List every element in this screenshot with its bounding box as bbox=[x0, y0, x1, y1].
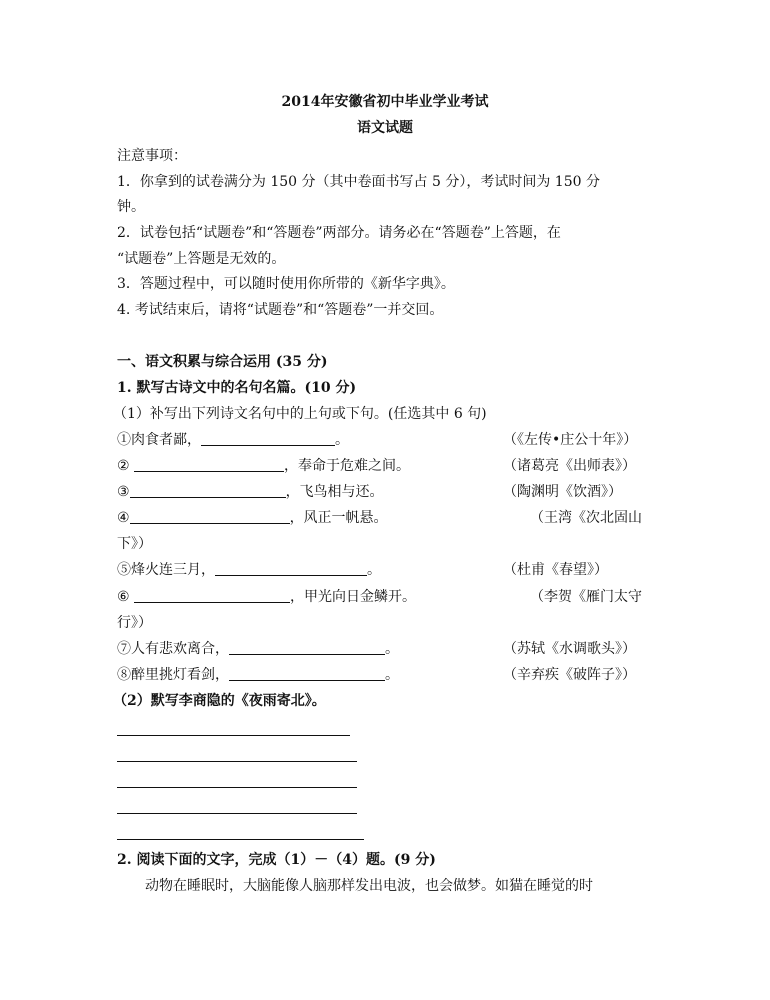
recite-item-4-text: ④ bbox=[117, 510, 130, 526]
notice-item-1-wrap: 钟。 bbox=[117, 199, 145, 215]
recite-item-7-text: ⑦人有悲欢离合， bbox=[117, 641, 229, 657]
recite-item-1-source: （《左传•庄公十年》） bbox=[503, 432, 638, 448]
recite-item-7 bbox=[117, 639, 399, 659]
question-2-title: 2. 阅读下面的文字，完成（1）－（4）题。(9 分) bbox=[117, 852, 436, 868]
answer-blank[interactable] bbox=[229, 640, 385, 655]
recite-item-6-source-wrap: 行》） bbox=[117, 615, 152, 631]
answer-blank[interactable] bbox=[134, 457, 284, 472]
question-1-part-2: （2）默写李商隐的《夜雨寄北》。 bbox=[113, 693, 326, 709]
answer-line[interactable] bbox=[117, 761, 357, 762]
answer-line[interactable] bbox=[117, 787, 357, 788]
recite-item-8-text: ⑧醉里挑灯看剑， bbox=[117, 667, 229, 683]
answer-blank[interactable] bbox=[201, 431, 335, 446]
recite-item-5 bbox=[117, 560, 381, 580]
recite-item-3-text: ③ bbox=[117, 484, 130, 500]
recite-item-2-text: ② bbox=[117, 458, 135, 474]
question-1-part-1: （1）补写出下列诗文名句中的上句或下句。(任选其中 6 句) bbox=[113, 406, 487, 422]
recite-item-6-source: （李贺《雁门太守 bbox=[530, 589, 642, 605]
recite-item-4-source: （王湾《次北固山 bbox=[530, 510, 642, 526]
exam-title: 2014年安徽省初中毕业学业考试 bbox=[281, 94, 489, 110]
recite-item-6-text: ⑥ bbox=[117, 589, 135, 605]
notice-item-3: 3．答题过程中，可以随时使用你所带的《新华字典》。 bbox=[117, 276, 455, 292]
question-1-title: 1. 默写古诗文中的名句名篇。(10 分) bbox=[117, 380, 357, 396]
answer-blank[interactable] bbox=[130, 509, 290, 524]
recite-item-5-source: （杜甫《春望》） bbox=[503, 562, 608, 578]
notice-item-2: 2．试卷包括“试题卷”和“答题卷”两部分。请务必在“答题卷”上答题，在 bbox=[117, 225, 561, 241]
recite-item-7-source: （苏轼《水调歌头》） bbox=[503, 641, 636, 657]
recite-item-4-end: ，风正一帆悬。 bbox=[289, 510, 388, 526]
answer-blank[interactable] bbox=[130, 483, 286, 498]
recite-item-1 bbox=[117, 430, 349, 450]
section1-heading: 一、语文积累与综合运用 (35 分) bbox=[117, 354, 328, 370]
recite-item-5-end: 。 bbox=[367, 562, 381, 578]
answer-blank[interactable] bbox=[215, 561, 367, 576]
recite-item-2-source: （诸葛亮《出师表》） bbox=[503, 458, 636, 474]
recite-item-3 bbox=[117, 482, 384, 502]
answer-blank[interactable] bbox=[229, 666, 385, 681]
exam-subtitle: 语文试题 bbox=[357, 120, 413, 136]
answer-blank[interactable] bbox=[134, 588, 290, 603]
answer-line[interactable] bbox=[117, 735, 350, 736]
recite-item-6-end: ，甲光向日金鳞开。 bbox=[290, 589, 417, 605]
notice-item-4: 4. 考试结束后，请将“试题卷”和“答题卷”一并交回。 bbox=[117, 302, 444, 318]
recite-item-4-source-wrap: 下》） bbox=[117, 536, 152, 552]
answer-line[interactable] bbox=[117, 813, 357, 814]
question-2-paragraph: 动物在睡眠时，大脑能像人脑那样发出电波，也会做梦。如猫在睡觉的时 bbox=[145, 878, 593, 894]
answer-line[interactable] bbox=[117, 839, 364, 840]
recite-item-8-end: 。 bbox=[385, 667, 399, 683]
recite-item-1-text: ①肉食者鄙， bbox=[117, 432, 201, 448]
notice-heading: 注意事项： bbox=[117, 148, 187, 164]
recite-item-8-source: （辛弃疾《破阵子》） bbox=[503, 667, 636, 683]
recite-item-3-end: ，飞鸟相与还。 bbox=[285, 484, 384, 500]
recite-item-1-end: 。 bbox=[335, 432, 349, 448]
notice-item-1: 1．你拿到的试卷满分为 150 分（其中卷面书写占 5 分），考试时间为 150 分 bbox=[117, 174, 600, 190]
recite-item-8 bbox=[117, 665, 399, 685]
recite-item-6 bbox=[117, 587, 416, 607]
notice-item-2-wrap: “试题卷”上答题是无效的。 bbox=[117, 251, 286, 267]
recite-item-2 bbox=[117, 456, 410, 476]
recite-item-2-end: ，奉命于危难之间。 bbox=[284, 458, 411, 474]
recite-item-7-end: 。 bbox=[385, 641, 399, 657]
recite-item-3-source: （陶渊明《饮酒》） bbox=[503, 484, 622, 500]
recite-item-4 bbox=[117, 508, 388, 528]
recite-item-5-text: ⑤烽火连三月， bbox=[117, 562, 215, 578]
